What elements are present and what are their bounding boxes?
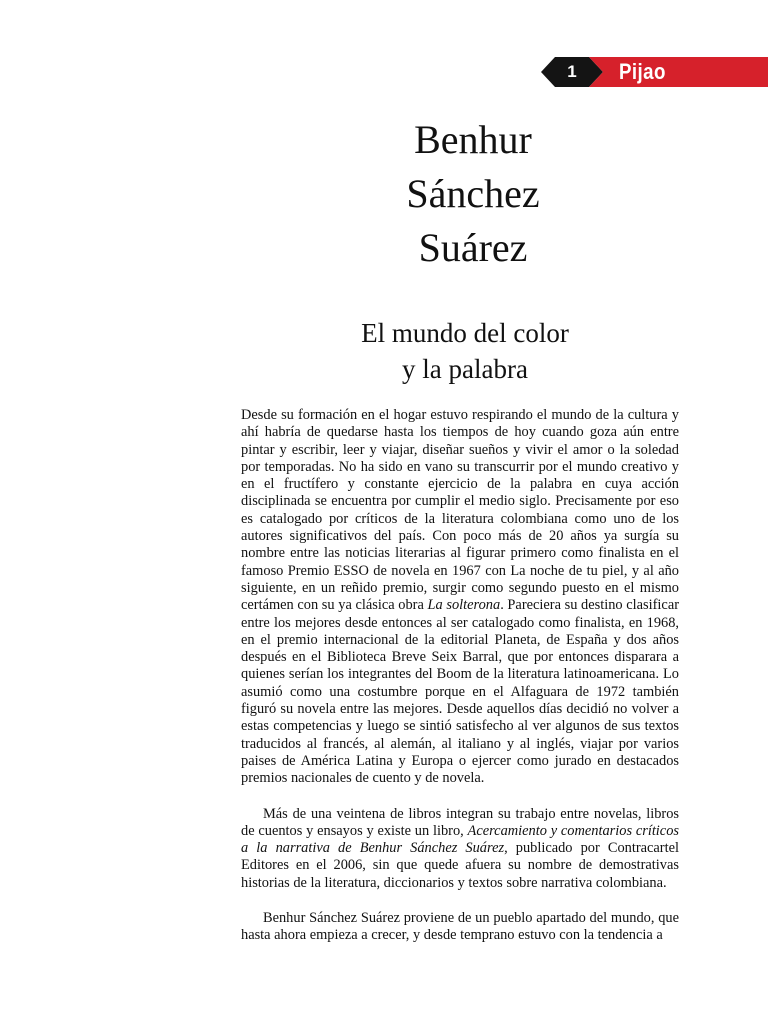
author-name-heading xyxy=(360,113,586,275)
paragraph-text: , publicado por Contracartel Editores en el 2006, sin que quede afuera su nombre de demostrativas historias de la literatura, diccionarios y textos sobre narrativa colombiana. xyxy=(241,840,679,891)
author-name-line: Sánchez xyxy=(406,171,540,216)
article-subtitle xyxy=(300,315,630,387)
subtitle-line: El mundo del color xyxy=(361,318,569,348)
article-body xyxy=(241,407,679,945)
paragraph-text: Más de una veintena de libros integran su trabajo entre novelas, libros de cuentos y ensayos y existe un libro, xyxy=(241,805,679,839)
paragraph xyxy=(241,806,679,892)
subtitle-line: y la palabra xyxy=(402,354,528,384)
book-title: La solterona xyxy=(427,597,501,614)
section-banner xyxy=(589,57,768,87)
paragraph xyxy=(241,407,679,788)
section-name: Pijao xyxy=(619,59,666,84)
chapter-header-tab xyxy=(541,57,768,87)
paragraph-text: Desde su formación en el hogar estuvo respirando el mundo de la cultura y ahí habría de quedarse hasta los tiempos de hoy cuando goza aún entre pintar y escribir, leer y viajar, diseñar sueños y vivir el amor o la soledad por temporadas. No ha sido en vano su transcurrir por el mundo creativo y en el fructífero y constante ejercicio de la palabra en cuya acción disciplinada se encuentra por cumplir el medio siglo. Precisamente por eso es catalogado por críticos de la literatura colombiana como uno de los autores significativos del país. Con poco más de 20 años ya surgía su nombre entre las noticias literarias al figurar primero como finalista en el famoso Premio ESSO de novela en 1967 con La noche de tu piel, y al año siguiente, en un reñido premio, surgir como segundo puesto en el mismo certámen con su ya clásica obra xyxy=(241,407,679,614)
author-name-line: Benhur xyxy=(414,117,532,162)
book-title: Acercamiento y comentarios críticos a la narrativa de Benhur Sánchez Suárez xyxy=(241,822,679,857)
paragraph-text: . Pareciera su destino clasificar entre los mejores desde entonces al ser catalogado como finalista, en 1968, en el premio internacional de la editorial Planeta, de España y dos años después en el Biblioteca Breve Seix Barral, que por entonces disparara a quienes serían los integrantes del Boom de la literatura latinoamericana. Lo asumió como una costumbre porque en el Alfaguara de 1972 también figuró su novela entre las mejores. Desde aquellos días decidió no volver a estas competencias y luego se sintió satisfecho al ver algunos de sus textos traducidos al francés, al alemán, al italiano y al inglés, viajar por varios paises de América Latina y Europa o ejercer como jurado en destacados premios nacionales de cuento y de novela. xyxy=(241,597,679,787)
paragraph: Benhur Sánchez Suárez proviene de un pueblo apartado del mundo, que hasta ahora empieza a crecer, y desde temprano estuvo con la tendencia a xyxy=(241,910,679,944)
page-number: 1 xyxy=(567,62,577,81)
author-name-line: Suárez xyxy=(418,225,528,270)
